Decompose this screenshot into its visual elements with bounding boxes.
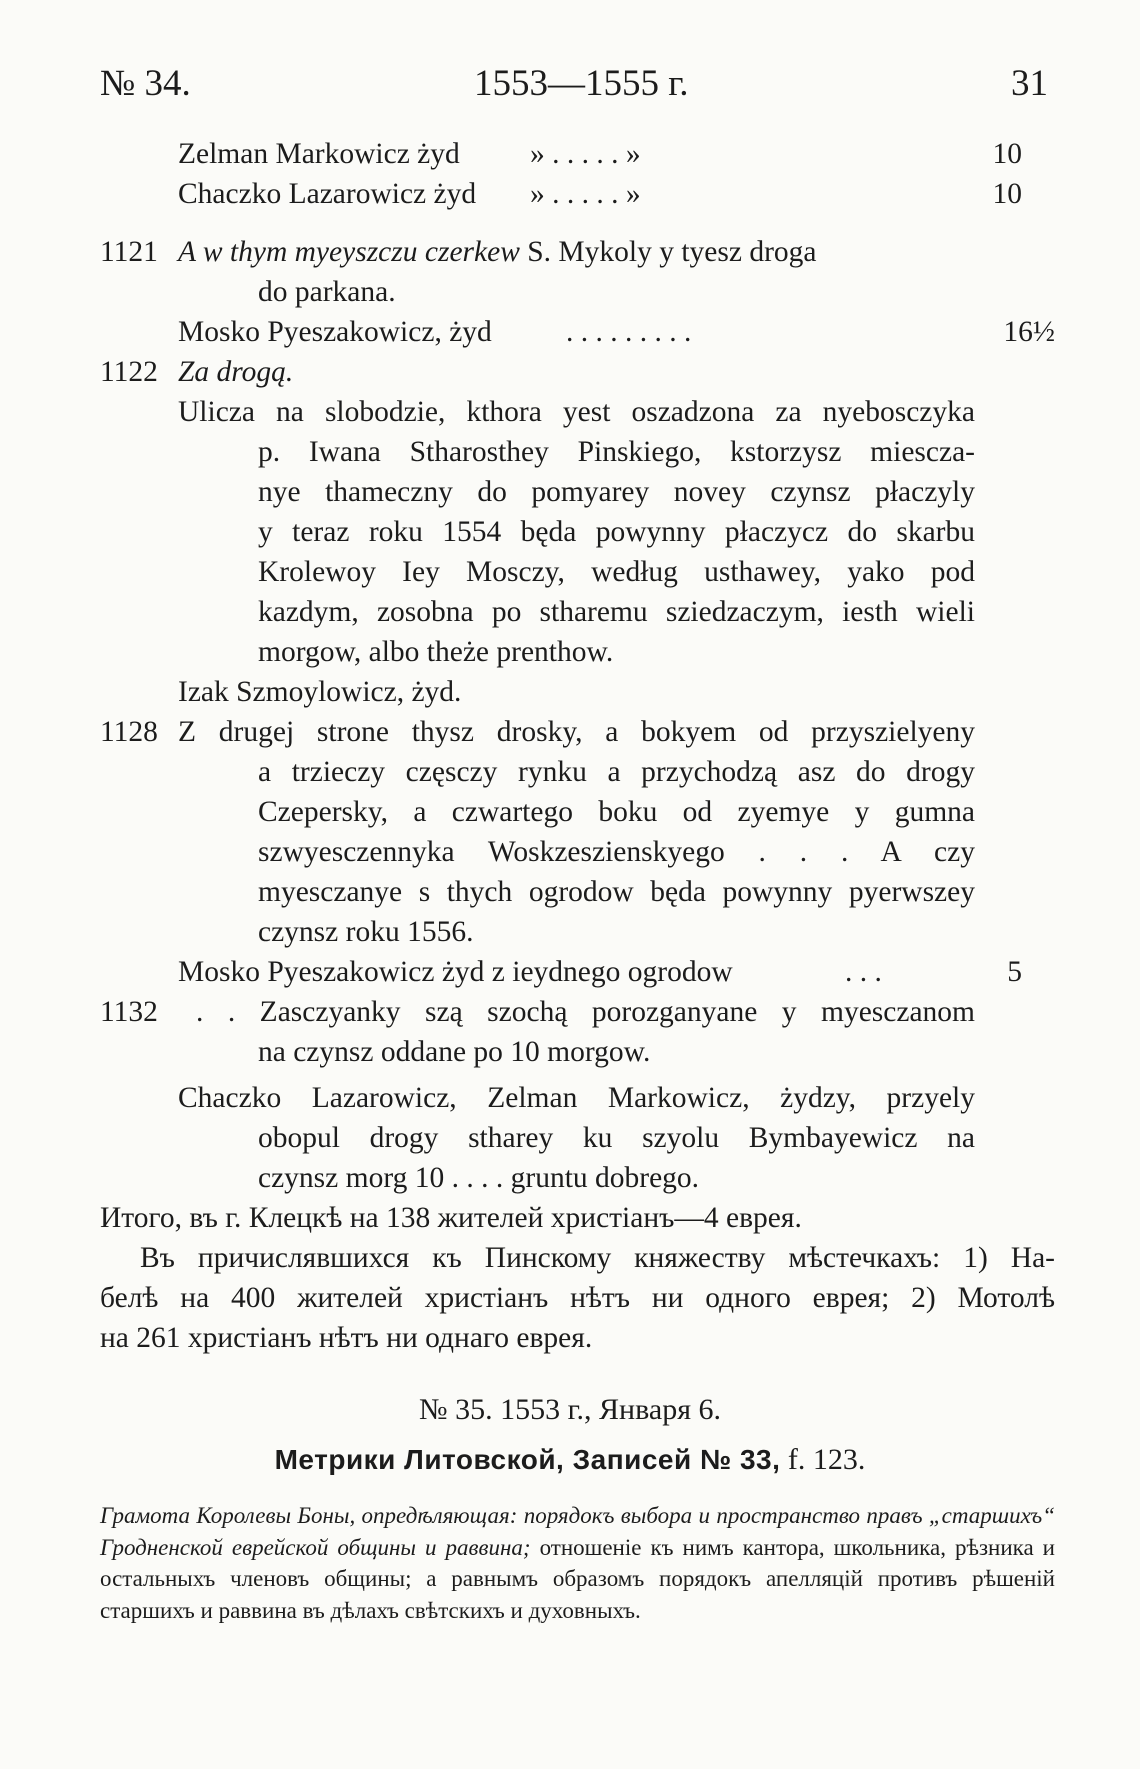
entry-name: Chaczko Lazarowicz żyd bbox=[178, 178, 477, 210]
entry-leader: » . . . . . » bbox=[530, 138, 641, 170]
year-range: 1553—1555 г. bbox=[474, 63, 689, 104]
text-line: Въ причислявшихся къ Пинскому княжеству мѣстечкахъ: 1) На- bbox=[140, 1242, 1055, 1274]
entry-amount: 5 bbox=[1007, 956, 1022, 988]
section-heading bbox=[178, 232, 817, 272]
summary-rest: отношеніе къ нимъ кантора, школьника, рѣзника и остальныхъ членовъ общины; а равнымъ образомъ порядокъ апелляцій противъ рѣшеній старшихъ и раввина въ дѣлахъ свѣтскихъ и духовныхъ. bbox=[100, 1534, 1055, 1623]
text-line: na czynsz oddane po 10 morgow. bbox=[258, 1036, 651, 1068]
text-line: a trzieczy częsczy rynku a przychodzą asz do drogy bbox=[258, 756, 975, 788]
source-archive: Метрики Литовской, Записей № 33, bbox=[274, 1444, 781, 1475]
text-line: . . Zasczyanky szą szochą porozganyane y myesczanom bbox=[196, 996, 975, 1028]
text-line: Izak Szmoylowicz, żyd. bbox=[178, 676, 462, 708]
text-line: Czepersky, a czwartego boku od zyemye y gumna bbox=[258, 796, 975, 828]
text-line: Chaczko Lazarowicz, Zelman Markowicz, żydzy, przyely bbox=[178, 1082, 975, 1114]
document-35-title: № 35. 1553 г., Января 6. bbox=[419, 1393, 721, 1426]
margin-number: 1132 bbox=[100, 996, 158, 1028]
text-line: Krolewoy Iey Mosczy, według usthawey, yako pod bbox=[258, 556, 975, 588]
entry-name: Mosko Pyeszakowicz, żyd bbox=[178, 316, 492, 348]
section-heading-italic: A w thym myeyszczu czerkew bbox=[178, 236, 520, 268]
text-line: morgow, albo theże prenthow. bbox=[258, 636, 614, 668]
entry-amount: 16½ bbox=[1003, 316, 1055, 348]
text-line: obopul drogy stharey ku szyolu Bymbayewicz na bbox=[258, 1122, 975, 1154]
margin-number: 1128 bbox=[100, 716, 158, 748]
entry-leader: . . . bbox=[845, 956, 882, 988]
document-35-summary bbox=[100, 1500, 1055, 1626]
text-line: kazdym, zosobna po stharemu sziedzaczym, iesth wieli bbox=[258, 596, 975, 628]
text-line: nye thameczny do pomyarey novey czynsz płaczyly bbox=[258, 476, 975, 508]
source-folio: f. 123. bbox=[787, 1443, 866, 1476]
text-line: белѣ на 400 жителей христіанъ нѣтъ ни одного еврея; 2) Мотолѣ bbox=[100, 1282, 1055, 1314]
entry-leader: » . . . . . » bbox=[530, 178, 641, 210]
document-number: № 34. bbox=[100, 63, 191, 104]
entry-amount: 10 bbox=[992, 138, 1022, 170]
section-heading-rest: S. Mykoly y tyesz droga bbox=[527, 236, 817, 268]
text-line: Z drugej strone thysz drosky, a bokyem od przyszielyeny bbox=[178, 716, 975, 748]
total-line: Итого, въ г. Клецкѣ на 138 жителей христіанъ—4 еврея. bbox=[100, 1202, 802, 1234]
text-line: szwyesczennyka Woskzeszienskyego . . . A czy bbox=[258, 836, 975, 868]
text-line: на 261 христіанъ нѣтъ ни однаго еврея. bbox=[100, 1322, 593, 1354]
page-number: 31 bbox=[1011, 63, 1048, 104]
margin-number: 1122 bbox=[100, 356, 158, 388]
margin-number: 1121 bbox=[100, 236, 158, 268]
entry-name: Mosko Pyeszakowicz żyd z ieydnego ogrodow bbox=[178, 956, 733, 988]
text-line: czynsz morg 10 . . . . gruntu dobrego. bbox=[258, 1162, 700, 1194]
text-line: Ulicza na slobodzie, kthora yest oszadzona za nyebosczyka bbox=[178, 396, 975, 428]
text-line: myesczanye s thych ogrodow będa powynny pyerwszey bbox=[258, 876, 975, 908]
entry-amount: 10 bbox=[992, 178, 1022, 210]
document-35-source bbox=[0, 1440, 1140, 1480]
text-line: p. Iwana Stharosthey Pinskiego, kstorzysz miescza- bbox=[258, 436, 975, 468]
text-line: y teraz roku 1554 będa powynny płaczycz do skarbu bbox=[258, 516, 975, 548]
entry-leader: . . . . . . . . . bbox=[566, 316, 692, 348]
section-heading: Za drogą. bbox=[178, 356, 294, 388]
entry-name: Zelman Markowicz żyd bbox=[178, 138, 460, 170]
text-line: do parkana. bbox=[258, 276, 396, 308]
text-line: czynsz roku 1556. bbox=[258, 916, 474, 948]
summary-italic: Грамота Королевы Боны, опредѣляющая: порядокъ выбора и пространство правъ „старшихъ“ Гродненской еврейской общины и раввина; bbox=[100, 1503, 1055, 1560]
page-header bbox=[100, 62, 1048, 122]
